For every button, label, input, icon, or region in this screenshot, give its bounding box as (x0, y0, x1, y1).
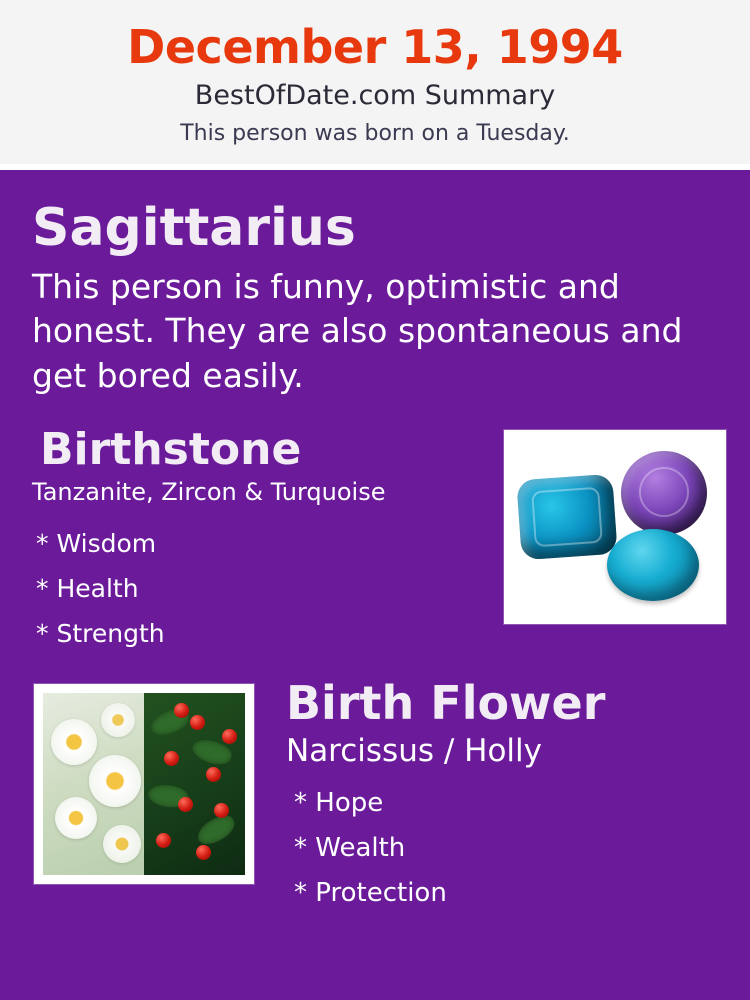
list-item: * Protection (294, 877, 447, 908)
birthflower-section (0, 656, 750, 916)
list-item: * Wisdom (36, 528, 157, 558)
flower-bloom-icon (51, 719, 97, 765)
list-item: * Wealth (294, 833, 406, 864)
birthflower-names: Narcissus / Holly (286, 733, 543, 770)
birthstone-gems-icon (513, 439, 717, 615)
birthflower-traits (280, 781, 726, 915)
flower-bloom-icon (101, 703, 135, 737)
list-item: * Hope (294, 788, 384, 819)
narcissus-photo (43, 693, 144, 875)
birthstone-section (0, 398, 750, 656)
holly-photo (144, 693, 245, 875)
blue-gem-icon (516, 474, 617, 561)
holly-berry-icon (174, 703, 189, 718)
zodiac-section (0, 188, 750, 398)
page-title: December 13, 1994 (127, 20, 623, 74)
birthstone-title: Birthstone (40, 423, 302, 475)
holly-berry-icon (156, 833, 171, 848)
holly-berry-icon (196, 845, 211, 860)
site-name: BestOfDate.com Summary (194, 79, 556, 111)
turquoise-gem-icon (607, 529, 699, 601)
list-item: * Strength (36, 618, 165, 648)
holly-berry-icon (206, 767, 221, 782)
birthstone-text (32, 423, 504, 656)
holly-berry-icon (164, 751, 179, 766)
birthstone-photo-frame (504, 430, 726, 624)
birthstone-traits (32, 521, 504, 656)
holly-berry-icon (222, 729, 237, 744)
holly-berry-icon (190, 715, 205, 730)
flower-bloom-icon (89, 755, 141, 807)
birthflower-title: Birth Flower (286, 675, 606, 730)
zodiac-sign-title: Sagittarius (32, 198, 356, 259)
holly-leaf-icon (193, 811, 239, 848)
list-item: * Health (36, 573, 139, 603)
main-content (0, 170, 750, 1000)
purple-gem-icon (621, 451, 707, 535)
holly-berry-icon (178, 797, 193, 812)
holly-berry-icon (214, 803, 229, 818)
zodiac-description: This person is funny, optimistic and honest. They are also spontaneous and get bored easily. (32, 267, 683, 395)
flower-bloom-icon (103, 825, 141, 863)
birth-flower-icon (43, 693, 245, 875)
birth-day-text: This person was born on a Tuesday. (180, 121, 570, 147)
birthflower-photo-frame (34, 684, 254, 884)
flower-bloom-icon (55, 797, 97, 839)
header (0, 0, 750, 164)
birthstone-names: Tanzanite, Zircon & Turquoise (32, 478, 386, 507)
birthflower-text (254, 675, 726, 916)
